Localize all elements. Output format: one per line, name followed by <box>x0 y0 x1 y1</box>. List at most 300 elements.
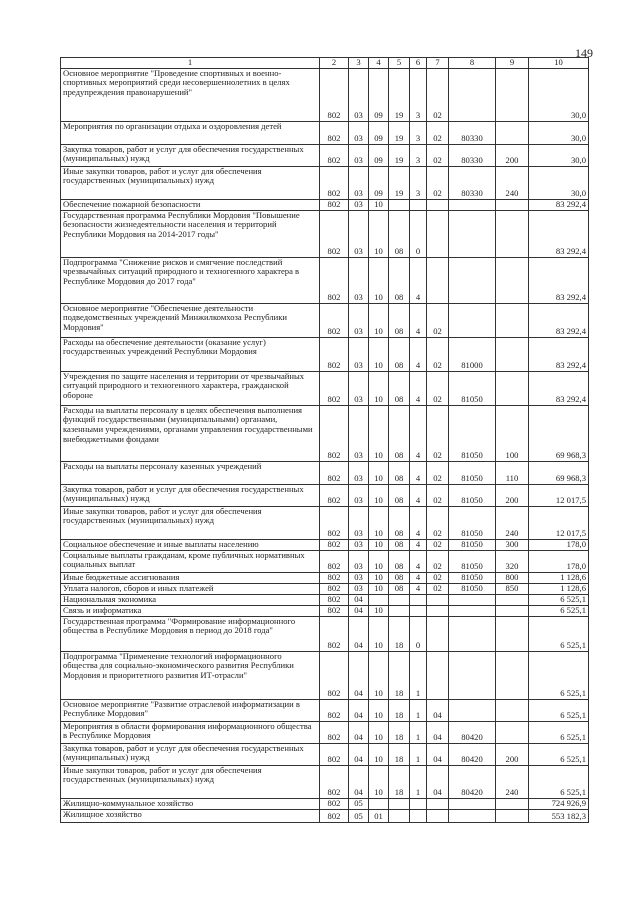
row-code-cell: 1 <box>410 699 427 721</box>
row-code-cell <box>449 210 496 257</box>
row-code-cell: 802 <box>320 257 349 303</box>
column-header: 7 <box>427 58 449 69</box>
table-row <box>61 303 589 337</box>
table-row <box>61 68 589 121</box>
row-code-cell: 800 <box>496 572 529 583</box>
row-name-cell: Обеспечение пожарной безопасности <box>61 199 320 210</box>
row-code-cell <box>427 594 449 605</box>
row-code-cell: 802 <box>320 199 349 210</box>
row-code-cell: 200 <box>496 484 529 506</box>
row-amount-cell: 30,0 <box>529 144 589 166</box>
row-code-cell: 81050 <box>449 550 496 572</box>
row-amount-cell: 83 292,4 <box>529 337 589 371</box>
row-name-cell: Жилищное хозяйство <box>61 809 320 822</box>
row-code-cell: 02 <box>427 572 449 583</box>
row-code-cell: 1 <box>410 743 427 765</box>
row-code-cell: 802 <box>320 303 349 337</box>
table-row <box>61 583 589 594</box>
row-code-cell: 03 <box>349 68 369 121</box>
row-code-cell: 08 <box>389 371 410 405</box>
row-code-cell: 02 <box>427 583 449 594</box>
row-code-cell: 80330 <box>449 166 496 199</box>
row-code-cell: 03 <box>349 199 369 210</box>
row-code-cell: 08 <box>389 257 410 303</box>
row-name-cell: Расходы на выплаты персоналу казенных учреждений <box>61 461 320 484</box>
row-code-cell: 01 <box>369 809 389 822</box>
row-code-cell: 08 <box>389 539 410 550</box>
budget-table <box>60 57 589 823</box>
table-row <box>61 405 589 461</box>
row-code-cell: 04 <box>427 699 449 721</box>
row-code-cell: 19 <box>389 144 410 166</box>
row-code-cell: 05 <box>349 809 369 822</box>
row-name-cell: Основное мероприятие "Проведение спортивных и военно-спортивных мероприятий среди несовершеннолетних в целях предупреждения правонарушений" <box>61 68 320 121</box>
row-code-cell: 08 <box>389 572 410 583</box>
row-code-cell <box>389 199 410 210</box>
table-row <box>61 798 589 809</box>
row-code-cell <box>496 121 529 144</box>
row-code-cell: 08 <box>389 484 410 506</box>
row-code-cell <box>427 651 449 699</box>
row-code-cell: 80420 <box>449 721 496 743</box>
row-code-cell: 02 <box>427 550 449 572</box>
table-row <box>61 337 589 371</box>
row-code-cell <box>449 594 496 605</box>
row-code-cell: 02 <box>427 121 449 144</box>
row-code-cell <box>389 809 410 822</box>
row-code-cell: 4 <box>410 257 427 303</box>
row-code-cell: 802 <box>320 144 349 166</box>
row-code-cell: 802 <box>320 572 349 583</box>
row-code-cell <box>496 616 529 651</box>
row-code-cell: 03 <box>349 337 369 371</box>
row-code-cell: 02 <box>427 405 449 461</box>
row-code-cell: 10 <box>369 583 389 594</box>
row-code-cell: 03 <box>349 583 369 594</box>
row-code-cell: 80420 <box>449 765 496 798</box>
row-code-cell <box>496 337 529 371</box>
row-code-cell: 03 <box>349 405 369 461</box>
table-row <box>61 605 589 616</box>
row-code-cell <box>449 68 496 121</box>
row-amount-cell: 83 292,4 <box>529 371 589 405</box>
row-code-cell: 4 <box>410 550 427 572</box>
row-code-cell: 802 <box>320 68 349 121</box>
table-row <box>61 199 589 210</box>
row-amount-cell: 724 926,9 <box>529 798 589 809</box>
row-code-cell: 802 <box>320 337 349 371</box>
row-amount-cell: 1 128,6 <box>529 583 589 594</box>
row-code-cell <box>449 605 496 616</box>
table-row <box>61 765 589 798</box>
row-code-cell: 18 <box>389 651 410 699</box>
row-code-cell: 18 <box>389 721 410 743</box>
row-code-cell: 80330 <box>449 144 496 166</box>
row-code-cell: 03 <box>349 210 369 257</box>
column-header: 2 <box>320 58 349 69</box>
row-code-cell <box>496 199 529 210</box>
row-code-cell: 802 <box>320 743 349 765</box>
row-code-cell: 3 <box>410 144 427 166</box>
row-code-cell: 240 <box>496 166 529 199</box>
row-code-cell: 02 <box>427 506 449 539</box>
row-amount-cell: 30,0 <box>529 166 589 199</box>
row-code-cell: 03 <box>349 572 369 583</box>
column-header: 10 <box>529 58 589 69</box>
row-code-cell: 19 <box>389 121 410 144</box>
row-code-cell: 4 <box>410 371 427 405</box>
row-code-cell: 4 <box>410 506 427 539</box>
row-code-cell: 03 <box>349 303 369 337</box>
row-code-cell: 4 <box>410 583 427 594</box>
row-code-cell <box>449 798 496 809</box>
row-name-cell: Закупка товаров, работ и услуг для обеспечения государственных (муниципальных) нужд <box>61 743 320 765</box>
row-code-cell: 240 <box>496 765 529 798</box>
row-code-cell: 04 <box>349 651 369 699</box>
table-row <box>61 461 589 484</box>
table-row <box>61 166 589 199</box>
row-code-cell: 802 <box>320 809 349 822</box>
row-code-cell: 802 <box>320 616 349 651</box>
row-amount-cell: 30,0 <box>529 68 589 121</box>
table-row <box>61 539 589 550</box>
row-code-cell: 802 <box>320 506 349 539</box>
row-code-cell <box>389 798 410 809</box>
row-code-cell: 1 <box>410 721 427 743</box>
row-name-cell: Иные закупки товаров, работ и услуг для обеспечения государственных (муниципальных) нужд <box>61 506 320 539</box>
table-row <box>61 594 589 605</box>
row-code-cell: 10 <box>369 210 389 257</box>
row-name-cell: Учреждения по защите населения и территории от чрезвычайных ситуаций природного и техногенного характера, гражданской обороне <box>61 371 320 405</box>
row-code-cell <box>496 605 529 616</box>
table-row <box>61 210 589 257</box>
row-code-cell <box>496 257 529 303</box>
row-code-cell: 802 <box>320 594 349 605</box>
row-code-cell <box>496 68 529 121</box>
row-name-cell: Основное мероприятие "Развитие отраслевой информатизации в Республике Мордовия" <box>61 699 320 721</box>
row-code-cell: 81050 <box>449 461 496 484</box>
row-code-cell <box>410 798 427 809</box>
row-name-cell: Расходы на обеспечение деятельности (оказание услуг) государственных учреждений Республики Мордовия <box>61 337 320 371</box>
row-code-cell: 802 <box>320 371 349 405</box>
table-row <box>61 257 589 303</box>
row-code-cell: 4 <box>410 405 427 461</box>
row-code-cell: 100 <box>496 405 529 461</box>
row-code-cell: 3 <box>410 68 427 121</box>
row-code-cell: 10 <box>369 303 389 337</box>
row-code-cell: 04 <box>427 765 449 798</box>
row-code-cell: 03 <box>349 166 369 199</box>
column-header: 1 <box>61 58 320 69</box>
row-amount-cell: 1 128,6 <box>529 572 589 583</box>
row-code-cell: 1 <box>410 765 427 798</box>
row-code-cell: 4 <box>410 539 427 550</box>
row-code-cell <box>410 199 427 210</box>
column-header: 3 <box>349 58 369 69</box>
table-row <box>61 651 589 699</box>
column-header: 5 <box>389 58 410 69</box>
row-code-cell: 3 <box>410 121 427 144</box>
row-name-cell: Государственная программа "Формирование информационного общества в Республике Мордовия в период до 2018 года" <box>61 616 320 651</box>
row-code-cell <box>449 303 496 337</box>
row-amount-cell: 6 525,1 <box>529 721 589 743</box>
row-code-cell: 10 <box>369 699 389 721</box>
table-row <box>61 721 589 743</box>
row-code-cell <box>496 303 529 337</box>
row-code-cell: 802 <box>320 699 349 721</box>
row-code-cell: 10 <box>369 405 389 461</box>
row-code-cell: 03 <box>349 461 369 484</box>
row-code-cell: 802 <box>320 550 349 572</box>
row-code-cell: 03 <box>349 506 369 539</box>
row-code-cell <box>496 798 529 809</box>
row-code-cell: 802 <box>320 765 349 798</box>
row-name-cell: Подпрограмма "Снижение рисков и смягчение последствий чрезвычайных ситуаций природного и техногенного характера в Республике Мордовия до 2017 года" <box>61 257 320 303</box>
row-code-cell: 02 <box>427 144 449 166</box>
row-name-cell: Социальное обеспечение и иные выплаты населению <box>61 539 320 550</box>
row-code-cell: 08 <box>389 583 410 594</box>
row-amount-cell: 69 968,3 <box>529 405 589 461</box>
row-code-cell: 0 <box>410 616 427 651</box>
row-code-cell: 81050 <box>449 371 496 405</box>
row-code-cell: 10 <box>369 337 389 371</box>
row-amount-cell: 6 525,1 <box>529 594 589 605</box>
table-row <box>61 616 589 651</box>
row-code-cell: 10 <box>369 371 389 405</box>
row-code-cell <box>427 210 449 257</box>
row-code-cell: 1 <box>410 651 427 699</box>
row-code-cell: 10 <box>369 484 389 506</box>
row-code-cell: 04 <box>427 721 449 743</box>
row-code-cell: 802 <box>320 166 349 199</box>
row-name-cell: Расходы на выплаты персоналу в целях обеспечения выполнения функций государственными (муниципальными) органами, казенными учреждениями, органами управления государственными внебюджетными фондами <box>61 405 320 461</box>
row-code-cell: 04 <box>349 721 369 743</box>
row-code-cell: 10 <box>369 257 389 303</box>
row-amount-cell: 83 292,4 <box>529 199 589 210</box>
table-row <box>61 572 589 583</box>
row-amount-cell: 6 525,1 <box>529 699 589 721</box>
row-code-cell: 19 <box>389 68 410 121</box>
row-amount-cell: 69 968,3 <box>529 461 589 484</box>
row-code-cell <box>449 651 496 699</box>
table-row <box>61 506 589 539</box>
row-amount-cell: 30,0 <box>529 121 589 144</box>
row-code-cell: 08 <box>389 337 410 371</box>
row-code-cell <box>496 651 529 699</box>
row-code-cell: 09 <box>369 166 389 199</box>
row-code-cell: 08 <box>389 303 410 337</box>
row-amount-cell: 83 292,4 <box>529 210 589 257</box>
row-code-cell: 4 <box>410 572 427 583</box>
row-code-cell: 10 <box>369 616 389 651</box>
row-code-cell: 802 <box>320 461 349 484</box>
row-code-cell: 4 <box>410 461 427 484</box>
column-header: 8 <box>449 58 496 69</box>
row-code-cell: 0 <box>410 210 427 257</box>
row-code-cell: 802 <box>320 210 349 257</box>
row-name-cell: Закупка товаров, работ и услуг для обеспечения государственных (муниципальных) нужд <box>61 144 320 166</box>
row-code-cell: 110 <box>496 461 529 484</box>
row-name-cell: Государственная программа Республики Мордовия "Повышение безопасности жизнедеятельности населения и территорий Республики Мордовия на 2014-2017 годы" <box>61 210 320 257</box>
row-amount-cell: 83 292,4 <box>529 257 589 303</box>
row-code-cell: 3 <box>410 166 427 199</box>
row-code-cell: 10 <box>369 550 389 572</box>
row-code-cell: 02 <box>427 303 449 337</box>
row-amount-cell: 178,0 <box>529 539 589 550</box>
row-code-cell <box>410 605 427 616</box>
row-code-cell: 04 <box>349 743 369 765</box>
column-header: 6 <box>410 58 427 69</box>
row-code-cell: 10 <box>369 572 389 583</box>
row-code-cell: 802 <box>320 605 349 616</box>
row-code-cell: 03 <box>349 257 369 303</box>
row-code-cell: 03 <box>349 539 369 550</box>
row-name-cell: Мероприятия в области формирования информационного общества в Республике Мордовия <box>61 721 320 743</box>
row-code-cell: 200 <box>496 144 529 166</box>
row-code-cell: 18 <box>389 616 410 651</box>
row-name-cell: Уплата налогов, сборов и иных платежей <box>61 583 320 594</box>
row-name-cell: Социальные выплаты гражданам, кроме публичных нормативных социальных выплат <box>61 550 320 572</box>
row-amount-cell: 6 525,1 <box>529 616 589 651</box>
row-code-cell: 802 <box>320 484 349 506</box>
row-code-cell: 81050 <box>449 484 496 506</box>
row-code-cell: 4 <box>410 337 427 371</box>
row-code-cell: 10 <box>369 199 389 210</box>
row-code-cell <box>427 257 449 303</box>
row-code-cell <box>449 809 496 822</box>
table-row <box>61 809 589 822</box>
row-code-cell: 03 <box>349 484 369 506</box>
row-amount-cell: 6 525,1 <box>529 743 589 765</box>
row-code-cell: 81050 <box>449 405 496 461</box>
row-code-cell: 02 <box>427 337 449 371</box>
table-row <box>61 550 589 572</box>
row-amount-cell: 12 017,5 <box>529 506 589 539</box>
page-number: 149 <box>575 46 593 60</box>
row-code-cell: 240 <box>496 506 529 539</box>
column-header: 4 <box>369 58 389 69</box>
row-code-cell: 300 <box>496 539 529 550</box>
row-code-cell <box>389 594 410 605</box>
row-code-cell <box>496 594 529 605</box>
row-code-cell: 850 <box>496 583 529 594</box>
row-code-cell: 02 <box>427 166 449 199</box>
row-code-cell: 320 <box>496 550 529 572</box>
row-code-cell: 02 <box>427 539 449 550</box>
row-code-cell: 802 <box>320 651 349 699</box>
row-code-cell: 10 <box>369 461 389 484</box>
row-code-cell: 10 <box>369 765 389 798</box>
row-code-cell <box>496 210 529 257</box>
row-code-cell: 03 <box>349 121 369 144</box>
row-code-cell: 802 <box>320 539 349 550</box>
row-code-cell <box>369 798 389 809</box>
row-code-cell: 802 <box>320 121 349 144</box>
row-code-cell: 18 <box>389 699 410 721</box>
row-amount-cell: 6 525,1 <box>529 765 589 798</box>
row-code-cell: 08 <box>389 210 410 257</box>
row-code-cell: 80330 <box>449 121 496 144</box>
row-code-cell: 81050 <box>449 572 496 583</box>
row-code-cell: 04 <box>349 765 369 798</box>
row-code-cell <box>496 699 529 721</box>
row-name-cell: Подпрограмма "Применение технологий информационного общества для социально-экономического развития Республики Мордовия и приоритетного развития ИТ-отрасли" <box>61 651 320 699</box>
row-code-cell: 03 <box>349 144 369 166</box>
row-amount-cell: 6 525,1 <box>529 651 589 699</box>
table-body <box>61 58 589 823</box>
row-code-cell: 09 <box>369 68 389 121</box>
row-code-cell: 08 <box>389 550 410 572</box>
row-amount-cell: 83 292,4 <box>529 303 589 337</box>
row-code-cell: 4 <box>410 484 427 506</box>
row-code-cell: 802 <box>320 405 349 461</box>
row-code-cell: 81050 <box>449 583 496 594</box>
table-row <box>61 144 589 166</box>
table-row <box>61 371 589 405</box>
row-code-cell: 04 <box>349 594 369 605</box>
row-code-cell: 03 <box>349 371 369 405</box>
row-code-cell: 81050 <box>449 506 496 539</box>
row-code-cell <box>427 199 449 210</box>
row-code-cell: 05 <box>349 798 369 809</box>
row-code-cell <box>427 616 449 651</box>
row-code-cell: 81000 <box>449 337 496 371</box>
row-code-cell: 09 <box>369 144 389 166</box>
table-row <box>61 121 589 144</box>
row-amount-cell: 6 525,1 <box>529 605 589 616</box>
row-code-cell: 802 <box>320 721 349 743</box>
row-code-cell: 02 <box>427 371 449 405</box>
row-code-cell: 80420 <box>449 743 496 765</box>
row-code-cell <box>389 605 410 616</box>
row-code-cell: 08 <box>389 461 410 484</box>
row-code-cell: 4 <box>410 303 427 337</box>
row-code-cell: 10 <box>369 506 389 539</box>
row-name-cell: Основное мероприятие "Обеспечение деятельности подведомственных учреждений Минжилкомхоза Республики Мордовия" <box>61 303 320 337</box>
row-code-cell: 10 <box>369 539 389 550</box>
table-row <box>61 699 589 721</box>
row-code-cell <box>369 594 389 605</box>
row-code-cell: 18 <box>389 743 410 765</box>
row-name-cell: Мероприятия по организации отдыха и оздоровления детей <box>61 121 320 144</box>
row-code-cell: 18 <box>389 765 410 798</box>
row-amount-cell: 553 182,3 <box>529 809 589 822</box>
row-code-cell: 02 <box>427 484 449 506</box>
row-code-cell <box>496 371 529 405</box>
row-code-cell <box>449 699 496 721</box>
row-code-cell <box>410 809 427 822</box>
row-name-cell: Иные закупки товаров, работ и услуг для обеспечения государственных (муниципальных) нужд <box>61 765 320 798</box>
table-row <box>61 743 589 765</box>
row-code-cell <box>427 605 449 616</box>
row-code-cell: 08 <box>389 506 410 539</box>
row-name-cell: Национальная экономика <box>61 594 320 605</box>
row-code-cell: 10 <box>369 721 389 743</box>
row-amount-cell: 12 017,5 <box>529 484 589 506</box>
row-name-cell: Закупка товаров, работ и услуг для обеспечения государственных (муниципальных) нужд <box>61 484 320 506</box>
row-code-cell: 03 <box>349 550 369 572</box>
column-header: 9 <box>496 58 529 69</box>
row-code-cell: 81050 <box>449 539 496 550</box>
row-name-cell: Иные бюджетные ассигнования <box>61 572 320 583</box>
row-code-cell <box>449 616 496 651</box>
row-code-cell: 10 <box>369 743 389 765</box>
row-name-cell: Жилищно-коммунальное хозяйство <box>61 798 320 809</box>
row-code-cell: 802 <box>320 583 349 594</box>
row-code-cell: 10 <box>369 651 389 699</box>
row-code-cell: 10 <box>369 605 389 616</box>
row-code-cell: 02 <box>427 68 449 121</box>
